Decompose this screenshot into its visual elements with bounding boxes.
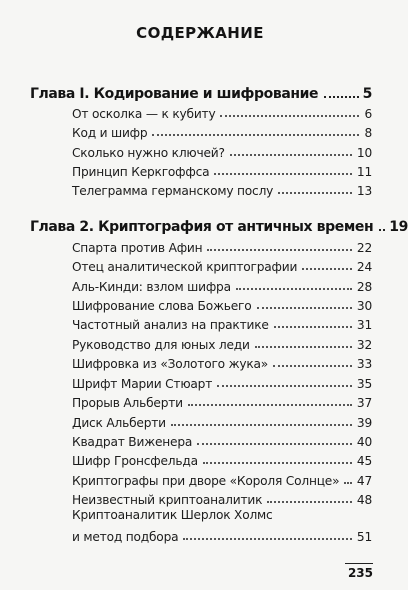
chapter-heading [30,80,372,102]
page-title: СОДЕРЖАНИЕ [136,24,264,42]
entry-title: Код и шифр [72,125,148,140]
entry-page-number: 28 [356,279,372,294]
entry-title: Руководство для юных леди [72,337,250,352]
dot-leader [203,462,352,464]
toc-entry-two-line [72,506,372,544]
toc-entry [72,140,372,160]
entry-title: Квадрат Виженера [72,434,193,449]
dot-leader [207,249,351,251]
entry-page-number: 45 [356,453,372,468]
dot-leader [188,404,352,406]
toc-entry [72,371,372,391]
chapter-heading [30,213,408,235]
entry-title: Шрифт Марии Стюарт [72,376,213,391]
entry-title-line2: и метод подбора [72,529,179,544]
toc-entry [72,254,372,274]
entry-page-number: 33 [356,356,372,371]
entry-title: Шифр Гронсфельда [72,453,198,468]
toc-entry [72,101,372,121]
dot-leader [273,365,352,367]
dot-leader [278,192,352,194]
dot-leader [171,424,352,426]
toc-entry [72,390,372,410]
entry-page-number: 37 [356,395,372,410]
chapter-title: Глава 2. Криптография от античных времен [30,218,374,235]
entry-title: Криптографы при дворе «Короля Солнце» [72,473,340,488]
folio-page-number: 235 [347,566,373,580]
dot-leader [257,307,352,309]
entry-page-number: 10 [356,145,372,160]
chapter-title: Глава I. Кодирование и шифрование [30,85,319,102]
toc-entry [72,487,372,507]
chapter-page-number: 19 [389,218,408,235]
entry-page-number: 32 [356,337,372,352]
entry-title: Диск Альберти [72,415,166,430]
dot-leader [379,229,385,231]
entry-title: Неизвестный криптоаналитик [72,492,263,507]
dot-leader [220,115,359,117]
dot-leader [302,268,352,270]
entry-title: Отец аналитической криптографии [72,259,298,274]
toc-entry [72,312,372,332]
entry-title-line2-row [72,524,372,544]
entry-page-number: 51 [356,529,372,544]
toc-entry [72,332,372,352]
dot-leader [152,134,359,136]
dot-leader [255,346,352,348]
entry-page-number: 8 [364,125,372,140]
footer-rule [345,563,373,564]
toc-entry [72,448,372,468]
entry-title: Шифрование слова Божьего [72,298,252,313]
entry-title: Прорыв Альберти [72,395,183,410]
entry-page-number: 48 [356,492,372,507]
entry-title: Телеграмма германскому послу [72,183,274,198]
toc-entry [72,120,372,140]
toc-entry [72,159,372,179]
toc-entry [72,468,372,488]
dot-leader [324,96,359,98]
dot-leader [230,154,352,156]
dot-leader [274,326,352,328]
entry-title: Шифровка из «Золотого жука» [72,356,269,371]
dot-leader [197,443,352,445]
dot-leader [214,173,352,175]
entry-title: Принцип Керкгоффса [72,164,210,179]
entry-title: Аль-Кинди: взлом шифра [72,279,231,294]
entry-page-number: 40 [356,434,372,449]
toc-entry [72,351,372,371]
dot-leader [183,538,352,540]
entry-page-number: 24 [356,259,372,274]
entry-title: Сколько нужно ключей? [72,145,225,160]
toc-entry [72,410,372,430]
chapter-page-number: 5 [362,85,372,102]
entry-page-number: 31 [356,317,372,332]
entry-page-number: 13 [356,183,372,198]
toc-entry [72,429,372,449]
entry-page-number: 35 [356,376,372,391]
dot-leader [217,385,352,387]
entry-title-line1: Криптоаналитик Шерлок Холмс [72,508,273,522]
entry-page-number: 47 [356,473,372,488]
entry-page-number: 39 [356,415,372,430]
toc-entry [72,235,372,255]
entry-title: Частотный анализ на практике [72,317,269,332]
toc-entry [72,178,372,198]
entry-page-number: 30 [356,298,372,313]
entry-page-number: 11 [356,164,372,179]
entry-page-number: 22 [356,240,372,255]
entry-title: Спарта против Афин [72,240,203,255]
dot-leader [267,501,352,503]
entry-title: От осколка — к кубиту [72,106,216,121]
toc-entry [72,274,372,294]
entry-page-number: 6 [364,106,372,121]
dot-leader [236,288,352,290]
dot-leader [344,482,352,484]
toc-entry [72,293,372,313]
